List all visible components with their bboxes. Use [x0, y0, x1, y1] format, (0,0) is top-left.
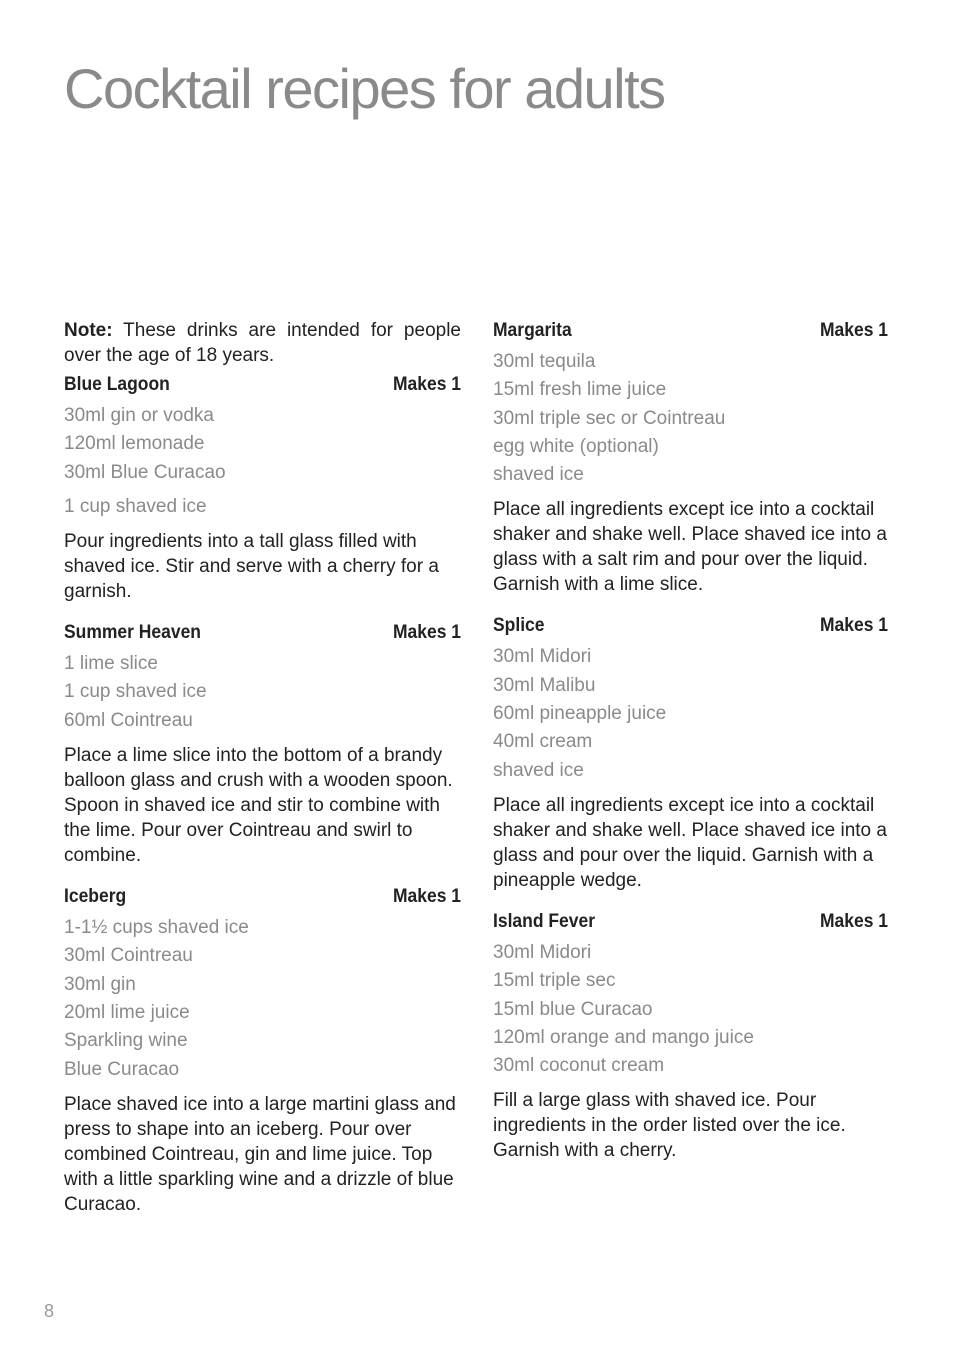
- ingredient: shaved ice: [493, 464, 584, 486]
- ingredient: 15ml triple sec: [493, 970, 616, 992]
- recipe-island-fever: [493, 909, 888, 1163]
- recipe-makes: Makes 1: [819, 320, 889, 341]
- recipe-method: Place shaved ice into a large martini glass and press to shape into an iceberg. Pour over combined Cointreau, gin and lime juice. Top with a little sparkling wine and a drizzle of blue Curacao.: [64, 1093, 456, 1215]
- ingredient: 30ml Cointreau: [64, 945, 193, 967]
- ingredient: 30ml Blue Curacao: [64, 461, 226, 483]
- recipe-name: Island Fever: [493, 910, 596, 932]
- recipe-method: Place all ingredients except ice into a cocktail shaker and shake well. Place shaved ice into a glass and pour over the liquid. Garnish with a pineapple wedge.: [493, 794, 887, 891]
- recipe-header: [493, 909, 888, 935]
- recipe-method: Pour ingredients into a tall glass filled with shaved ice. Stir and serve with a cherry for a garnish.: [64, 531, 439, 603]
- ingredient: 120ml lemonade: [64, 433, 205, 455]
- recipe-makes: Makes 1: [392, 622, 462, 644]
- ingredient-list: [64, 650, 461, 735]
- recipe-method: Place a lime slice into the bottom of a brandy balloon glass and crush with a wooden spoon. Spoon in shaved ice and stir to combine with the lime. Pour over Cointreau and swirl to combine.: [64, 745, 453, 867]
- recipe-makes: Makes 1: [819, 910, 889, 932]
- ingredient: 120ml orange and mango juice: [493, 1026, 754, 1048]
- ingredient: 60ml pineapple juice: [493, 703, 667, 725]
- ingredient: 1 cup shaved ice: [64, 681, 207, 703]
- recipe-name: Summer Heaven: [64, 622, 201, 644]
- ingredient: 30ml gin: [64, 973, 136, 995]
- recipe-makes: Makes 1: [392, 886, 462, 908]
- ingredient-list: [493, 643, 888, 784]
- ingredient: Blue Curacao: [64, 1058, 180, 1080]
- recipe-header: [64, 884, 461, 910]
- age-note: [64, 318, 461, 368]
- ingredient: 15ml blue Curacao: [493, 998, 653, 1020]
- ingredient: 20ml lime juice: [64, 1001, 190, 1023]
- ingredient: 1 cup shaved ice: [64, 495, 207, 517]
- ingredient: 30ml coconut cream: [493, 1055, 665, 1077]
- recipe-header: [64, 372, 461, 398]
- recipe-makes: Makes 1: [819, 615, 889, 637]
- recipe-splice: [493, 613, 888, 892]
- ingredient: 30ml tequila: [493, 351, 596, 372]
- ingredient: 30ml Midori: [493, 941, 592, 963]
- recipe-method: Place all ingredients except ice into a cocktail shaker and shake well. Place shaved ice into a glass with a salt rim and pour over the liquid. Garnish with a lime slice.: [493, 499, 887, 596]
- recipe-iceberg: [64, 884, 461, 1217]
- ingredient: shaved ice: [493, 759, 584, 781]
- ingredient: 30ml gin or vodka: [64, 405, 214, 426]
- recipe-header: [64, 620, 461, 646]
- page-title: Cocktail recipes for adults: [64, 57, 665, 120]
- left-column: [64, 318, 461, 1233]
- ingredient-list: [64, 914, 461, 1084]
- recipe-margarita: [493, 318, 888, 597]
- recipe-summer-heaven: [64, 620, 461, 868]
- recipe-name: Iceberg: [64, 886, 127, 908]
- ingredient: 40ml cream: [493, 731, 593, 753]
- recipe-name: Splice: [493, 615, 545, 637]
- note-label: Note:: [64, 320, 113, 341]
- ingredient: 1 lime slice: [64, 653, 158, 675]
- ingredient-list: [493, 348, 888, 489]
- ingredient: 1-1½ cups shaved ice: [64, 917, 249, 939]
- ingredient-list: [64, 402, 461, 521]
- ingredient-list: [493, 939, 888, 1080]
- right-column: [493, 318, 888, 1179]
- ingredient: Sparkling wine: [64, 1030, 188, 1052]
- ingredient: 30ml Midori: [493, 646, 592, 668]
- ingredient: 15ml fresh lime juice: [493, 379, 667, 401]
- ingredient: 60ml Cointreau: [64, 709, 193, 731]
- ingredient: 30ml triple sec or Cointreau: [493, 407, 726, 429]
- recipe-method: Fill a large glass with shaved ice. Pour ingredients in the order listed over the ice. Garnish with a cherry.: [493, 1090, 846, 1162]
- recipe-makes: Makes 1: [392, 374, 462, 395]
- ingredient: egg white (optional): [493, 435, 659, 457]
- recipe-blue-lagoon: [64, 372, 461, 604]
- recipe-header: [493, 613, 888, 639]
- recipe-name: Margarita: [493, 320, 572, 341]
- page-number: 8: [44, 1301, 55, 1321]
- recipe-header: [493, 318, 888, 344]
- recipe-name: Blue Lagoon: [64, 374, 170, 395]
- ingredient: 30ml Malibu: [493, 674, 596, 696]
- note-text: These drinks are intended for people over the age of 18 years.: [64, 320, 461, 366]
